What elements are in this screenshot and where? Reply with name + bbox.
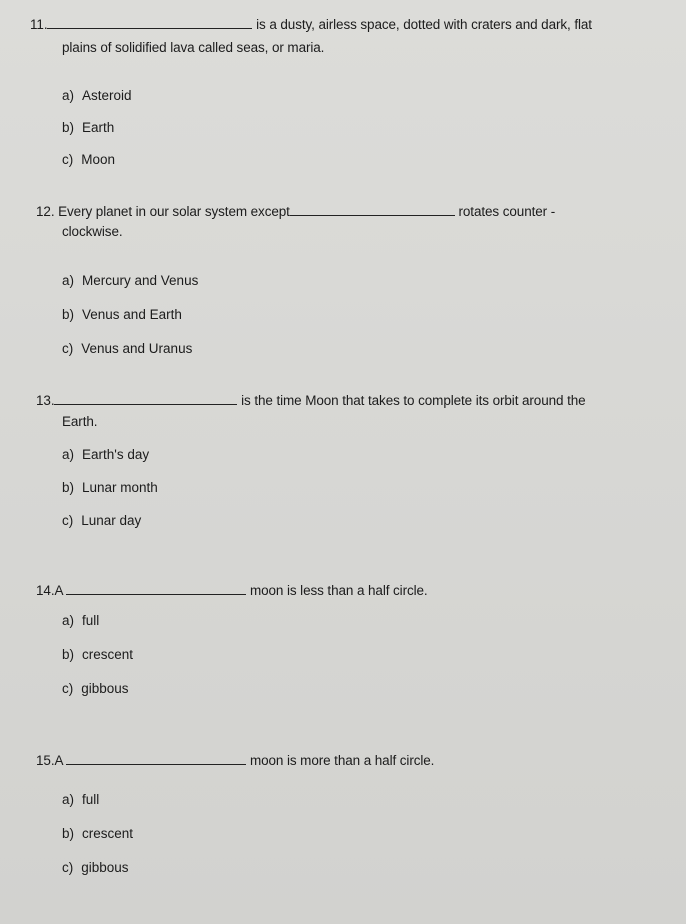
option-14b[interactable]: b) crescent (62, 647, 134, 662)
question-11-continuation: plains of solidified lava called seas, or maria. (62, 40, 325, 55)
question-12-line (36, 203, 555, 219)
option-12c[interactable]: c) Venus and Uranus (62, 341, 193, 356)
question-text: A (54, 583, 63, 598)
question-text: moon is less than a half circle. (249, 583, 428, 598)
question-number: 13. (36, 393, 55, 408)
option-14c[interactable]: c) gibbous (62, 681, 129, 696)
option-13c[interactable]: c) Lunar day (62, 513, 142, 528)
answer-blank[interactable] (54, 392, 237, 405)
answer-blank[interactable] (66, 582, 246, 595)
option-12b[interactable]: b) Venus and Earth (62, 307, 182, 322)
answer-blank[interactable] (47, 16, 252, 29)
question-12-continuation: clockwise. (62, 224, 123, 239)
question-text: is a dusty, airless space, dotted with craters and dark, flat (256, 17, 592, 32)
question-11-line (30, 16, 592, 32)
option-15a[interactable]: a) full (62, 792, 100, 807)
option-11c[interactable]: c) Moon (62, 152, 116, 167)
question-13-line (36, 392, 586, 408)
question-number: 15. (36, 753, 55, 768)
question-text: rotates counter - (458, 204, 556, 219)
option-11b[interactable]: b) Earth (62, 120, 115, 135)
option-13a[interactable]: a) Earth's day (62, 447, 150, 462)
option-13b[interactable]: b) Lunar month (62, 480, 158, 495)
question-number: 12. (36, 204, 55, 219)
question-15-line (36, 752, 434, 768)
answer-blank[interactable] (66, 752, 246, 765)
question-text: Every planet in our solar system except (58, 204, 290, 219)
question-text: is the time Moon that takes to complete its orbit around the (241, 393, 586, 408)
option-14a[interactable]: a) full (62, 613, 100, 628)
question-number: 11. (30, 17, 48, 32)
option-12a[interactable]: a) Mercury and Venus (62, 273, 199, 288)
question-text: A (54, 753, 63, 768)
option-15b[interactable]: b) crescent (62, 826, 134, 841)
question-number: 14. (36, 583, 55, 598)
option-11a[interactable]: a) Asteroid (62, 88, 132, 103)
answer-blank[interactable] (290, 203, 455, 216)
question-14-line (36, 582, 428, 598)
question-text: moon is more than a half circle. (249, 753, 435, 768)
option-15c[interactable]: c) gibbous (62, 860, 129, 875)
question-13-continuation: Earth. (62, 414, 98, 429)
